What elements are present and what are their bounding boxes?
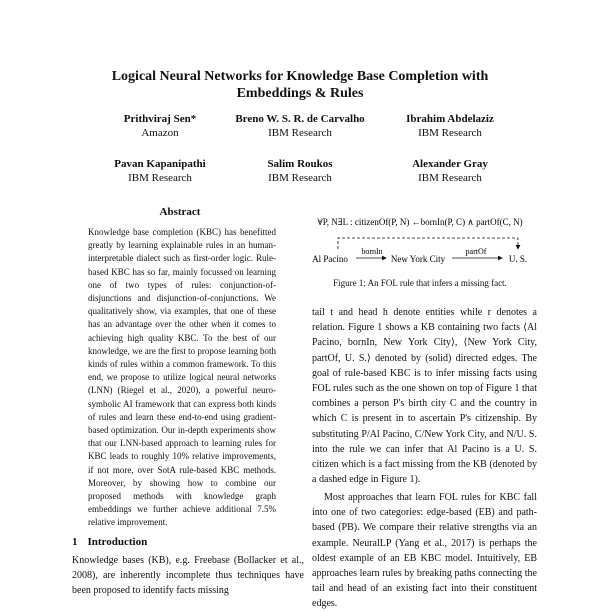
node-us: U. S. [508, 254, 528, 264]
author-name: Ibrahim Abdelaziz [406, 113, 494, 125]
section-number: 1 [72, 536, 78, 548]
edge-partof-label: partOf [465, 247, 487, 256]
author-block [220, 157, 380, 185]
author-name: Salim Roukos [267, 158, 333, 170]
author-block [370, 112, 530, 140]
author-name: Breno W. S. R. de Carvalho [235, 113, 365, 125]
body-paragraph: tail t and head h denote entities while r denotes a relation. Figure 1 shows a KB containing two facts ⟨Al Pacino, bornIn, New York City⟩, ⟨New York City, partOf, U. S.⟩ denoted by (solid) directed edges. The goal of rule-based KBC is to infer missing facts using FOL rules such as the one shown on top of Figure 1 that combines a person P's birth city C and the country in which C is present in to ascertain P's citizenship. By substituting P/Al Pacino, C/New York City, and N/U. S. into the rule we can infer that Al Pacino is a U. S. citizen which is a fact missing from the KB (denoted by a dashed edge in Figure 1). [312, 307, 537, 486]
section-title: Introduction [87, 536, 148, 548]
edge-bornin-label: bornIn [361, 247, 383, 256]
node-al-pacino: Al Pacino [312, 254, 348, 264]
node-new-york-city: New York City [390, 254, 446, 264]
abstract-heading: Abstract [159, 206, 201, 218]
figure-caption: Figure 1: An FOL rule that infers a missing fact. [333, 278, 507, 288]
author-name: Pavan Kapanipathi [114, 158, 206, 170]
author-affiliation: IBM Research [268, 127, 332, 139]
author-block [220, 112, 380, 140]
author-affiliation: IBM Research [268, 172, 332, 184]
author-name: Alexander Gray [412, 158, 488, 170]
author-name: Prithviraj Sen* [123, 113, 197, 125]
author-block [80, 112, 240, 140]
author-affiliation: IBM Research [418, 127, 482, 139]
figure-1 [300, 210, 540, 270]
figure-rule: ∀P, N∃L : citizenOf(P, N) ←bornIn(P, C) ∧ partOf(C, N) [317, 217, 523, 227]
author-affiliation: IBM Research [418, 172, 482, 184]
author-block [80, 157, 240, 185]
author-affiliation: Amazon [141, 127, 179, 139]
author-block [370, 157, 530, 185]
paper-title: Logical Neural Networks for Knowledge Base Completion with Embeddings & Rules [111, 69, 489, 101]
body-paragraph: Most approaches that learn FOL rules for KBC fall into one of two categories: edge-based (EB) and path-based (PB). We compare their relative strengths via an example. NeuralLP (Yang et al., 2017) is perhaps the oldest example of an EB KBC model. Intuitively, EB approaches learn rules by breaking paths connecting the tail and head of an existing fact into their constituent edges. [312, 492, 537, 610]
abstract-text: Knowledge base completion (KBC) has benefitted greatly by learning explainable rules in an human-interpretable dialect such as first-order logic. Rule-based KBC has so far, mainly focussed on learning one of two types of rules: conjunction-of-disjunctions and disjunction-of-conjunctions. We qualitatively show, via examples, that one of these has an advantage over the other when it comes to achieving high quality KBC. To the best of our knowledge, we are the first to propose learning both kinds of rules within a common framework. To this end, we propose to utilize logical neural networks (LNN) (Riegel et al., 2020), a powerful neuro-symbolic AI framework that can express both kinds of rules and learn these end-to-end using gradient-based optimization. Our in-depth experiments show that our LNN-based approach to learning rules for KBC leads to roughly 10% relative improvements, if not more, over SotA rule-based KBC methods. Moreover, by showing how to combine our proposed methods with knowledge graph embeddings we further achieve additional 7.5% relative improvement. [88, 227, 276, 528]
author-affiliation: IBM Research [128, 172, 192, 184]
section-heading [72, 536, 147, 548]
intro-paragraph: Knowledge bases (KB), e.g. Freebase (Bollacker et al., 2008), are inherently incomplete thus techniques have been proposed to identify facts missing [72, 555, 304, 596]
